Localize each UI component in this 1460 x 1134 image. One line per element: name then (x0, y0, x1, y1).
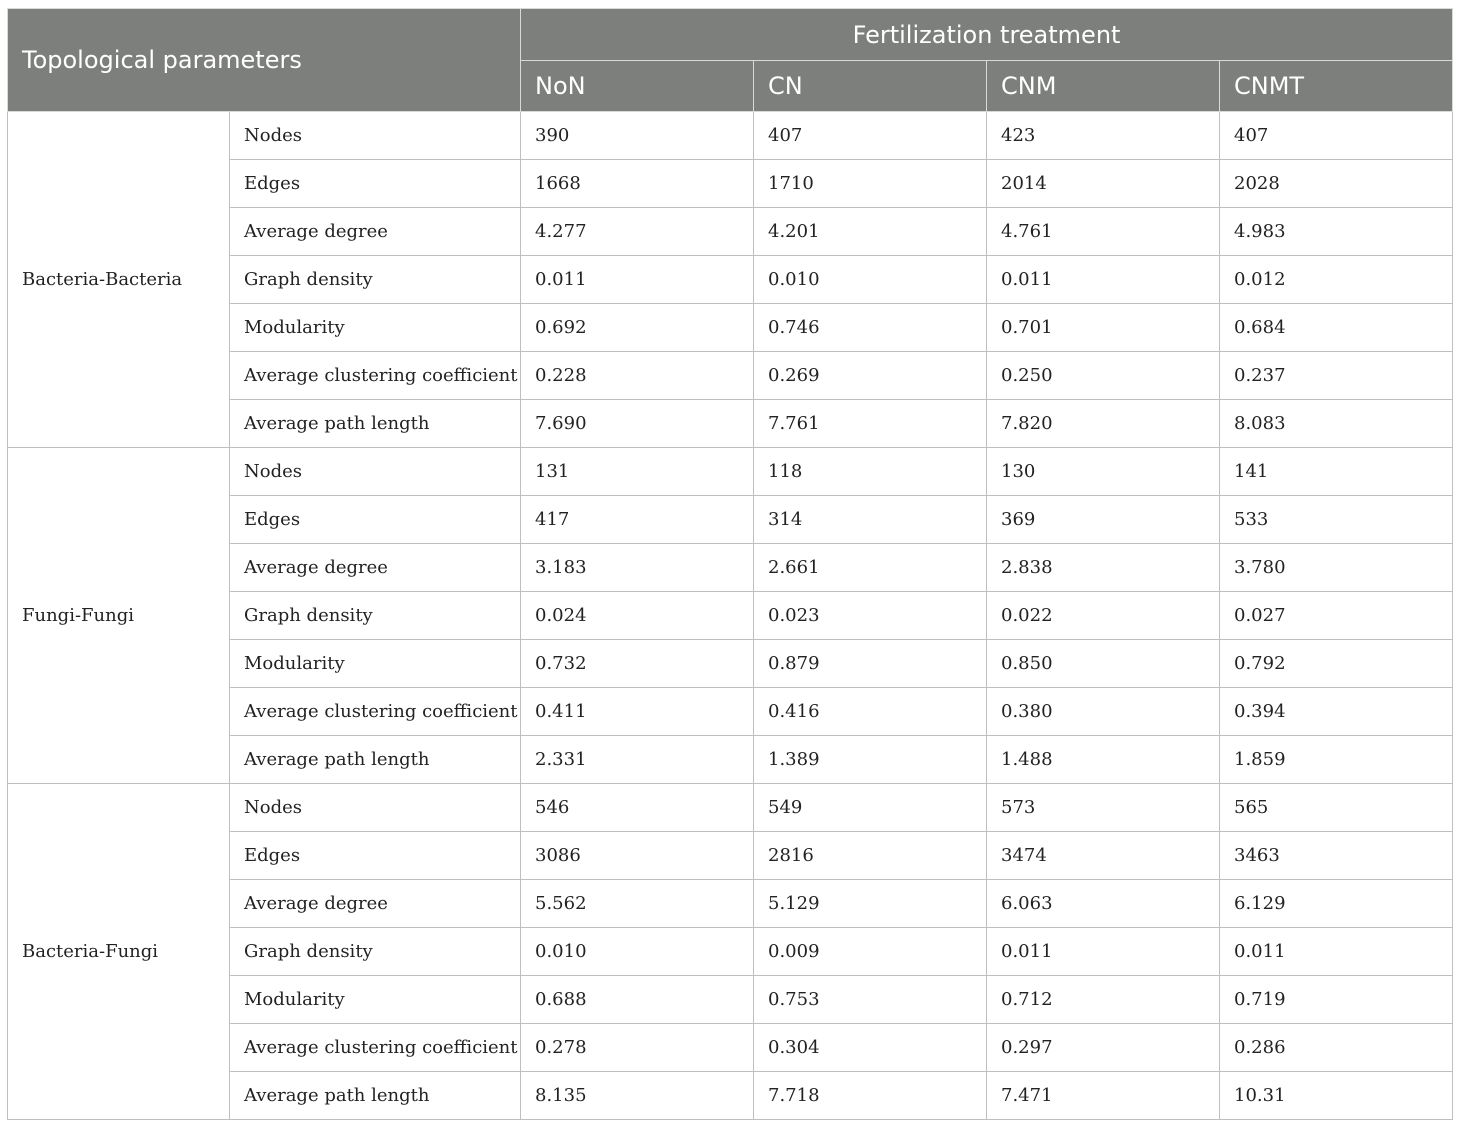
value-cell: 5.129 (754, 880, 987, 928)
fertilization-treatment-header: Fertilization treatment (521, 9, 1453, 61)
parameter-label: Modularity (230, 976, 521, 1024)
value-cell: 0.024 (521, 592, 754, 640)
parameter-label: Graph density (230, 928, 521, 976)
parameter-label: Nodes (230, 784, 521, 832)
value-cell: 0.719 (1220, 976, 1453, 1024)
value-cell: 1.389 (754, 736, 987, 784)
value-cell: 2014 (987, 160, 1220, 208)
value-cell: 0.237 (1220, 352, 1453, 400)
parameter-label: Average degree (230, 544, 521, 592)
table-body (8, 112, 1453, 1120)
value-cell: 0.011 (521, 256, 754, 304)
value-cell: 390 (521, 112, 754, 160)
value-cell: 1.859 (1220, 736, 1453, 784)
treatment-header-cnm: CNM (987, 61, 1220, 112)
parameter-label: Nodes (230, 112, 521, 160)
value-cell: 0.850 (987, 640, 1220, 688)
parameter-label: Average clustering coefficient (230, 352, 521, 400)
value-cell: 0.022 (987, 592, 1220, 640)
value-cell: 407 (754, 112, 987, 160)
value-cell: 565 (1220, 784, 1453, 832)
treatment-header-cn: CN (754, 61, 987, 112)
table-header (8, 9, 1453, 112)
value-cell: 0.304 (754, 1024, 987, 1072)
value-cell: 533 (1220, 496, 1453, 544)
value-cell: 7.471 (987, 1072, 1220, 1120)
value-cell: 0.380 (987, 688, 1220, 736)
value-cell: 407 (1220, 112, 1453, 160)
value-cell: 417 (521, 496, 754, 544)
parameter-label: Edges (230, 160, 521, 208)
value-cell: 7.820 (987, 400, 1220, 448)
parameter-label: Graph density (230, 256, 521, 304)
value-cell: 7.690 (521, 400, 754, 448)
value-cell: 10.31 (1220, 1072, 1453, 1120)
value-cell: 3.780 (1220, 544, 1453, 592)
value-cell: 6.063 (987, 880, 1220, 928)
value-cell: 0.023 (754, 592, 987, 640)
value-cell: 3086 (521, 832, 754, 880)
parameter-label: Average degree (230, 208, 521, 256)
value-cell: 2816 (754, 832, 987, 880)
value-cell: 0.011 (987, 256, 1220, 304)
value-cell: 130 (987, 448, 1220, 496)
value-cell: 0.712 (987, 976, 1220, 1024)
value-cell: 2.838 (987, 544, 1220, 592)
group-label: Fungi-Fungi (8, 448, 230, 784)
value-cell: 0.688 (521, 976, 754, 1024)
value-cell: 546 (521, 784, 754, 832)
value-cell: 0.228 (521, 352, 754, 400)
value-cell: 3.183 (521, 544, 754, 592)
value-cell: 0.286 (1220, 1024, 1453, 1072)
value-cell: 141 (1220, 448, 1453, 496)
value-cell: 131 (521, 448, 754, 496)
value-cell: 1710 (754, 160, 987, 208)
parameter-label: Average path length (230, 400, 521, 448)
value-cell: 5.562 (521, 880, 754, 928)
value-cell: 0.269 (754, 352, 987, 400)
parameter-label: Average path length (230, 1072, 521, 1120)
parameter-label: Modularity (230, 304, 521, 352)
value-cell: 2.331 (521, 736, 754, 784)
parameter-label: Average clustering coefficient (230, 1024, 521, 1072)
value-cell: 0.250 (987, 352, 1220, 400)
table-row (8, 448, 1453, 496)
value-cell: 0.416 (754, 688, 987, 736)
value-cell: 2.661 (754, 544, 987, 592)
value-cell: 0.732 (521, 640, 754, 688)
table-row (8, 784, 1453, 832)
table-container (7, 8, 1453, 1120)
value-cell: 4.201 (754, 208, 987, 256)
value-cell: 4.983 (1220, 208, 1453, 256)
value-cell: 0.879 (754, 640, 987, 688)
value-cell: 3474 (987, 832, 1220, 880)
value-cell: 7.761 (754, 400, 987, 448)
value-cell: 573 (987, 784, 1220, 832)
value-cell: 0.297 (987, 1024, 1220, 1072)
topological-parameters-table (7, 8, 1453, 1120)
value-cell: 0.011 (987, 928, 1220, 976)
parameter-label: Nodes (230, 448, 521, 496)
value-cell: 0.684 (1220, 304, 1453, 352)
value-cell: 1.488 (987, 736, 1220, 784)
value-cell: 0.011 (1220, 928, 1453, 976)
value-cell: 118 (754, 448, 987, 496)
parameter-label: Modularity (230, 640, 521, 688)
value-cell: 3463 (1220, 832, 1453, 880)
value-cell: 0.027 (1220, 592, 1453, 640)
group-label: Bacteria-Bacteria (8, 112, 230, 448)
value-cell: 1668 (521, 160, 754, 208)
value-cell: 369 (987, 496, 1220, 544)
value-cell: 4.277 (521, 208, 754, 256)
value-cell: 8.135 (521, 1072, 754, 1120)
value-cell: 0.010 (754, 256, 987, 304)
value-cell: 0.411 (521, 688, 754, 736)
parameter-label: Average clustering coefficient (230, 688, 521, 736)
value-cell: 314 (754, 496, 987, 544)
parameter-label: Edges (230, 832, 521, 880)
value-cell: 7.718 (754, 1072, 987, 1120)
parameter-label: Average degree (230, 880, 521, 928)
value-cell: 4.761 (987, 208, 1220, 256)
value-cell: 0.753 (754, 976, 987, 1024)
value-cell: 0.701 (987, 304, 1220, 352)
parameter-label: Average path length (230, 736, 521, 784)
topological-parameters-header: Topological parameters (8, 9, 521, 112)
header-row-1 (8, 9, 1453, 61)
value-cell: 0.278 (521, 1024, 754, 1072)
value-cell: 0.792 (1220, 640, 1453, 688)
value-cell: 0.692 (521, 304, 754, 352)
table-row (8, 112, 1453, 160)
value-cell: 549 (754, 784, 987, 832)
parameter-label: Edges (230, 496, 521, 544)
parameter-label: Graph density (230, 592, 521, 640)
treatment-header-cnmt: CNMT (1220, 61, 1453, 112)
value-cell: 0.010 (521, 928, 754, 976)
group-label: Bacteria-Fungi (8, 784, 230, 1120)
value-cell: 0.009 (754, 928, 987, 976)
value-cell: 0.746 (754, 304, 987, 352)
value-cell: 0.394 (1220, 688, 1453, 736)
treatment-header-non: NoN (521, 61, 754, 112)
value-cell: 0.012 (1220, 256, 1453, 304)
value-cell: 423 (987, 112, 1220, 160)
value-cell: 8.083 (1220, 400, 1453, 448)
value-cell: 2028 (1220, 160, 1453, 208)
value-cell: 6.129 (1220, 880, 1453, 928)
